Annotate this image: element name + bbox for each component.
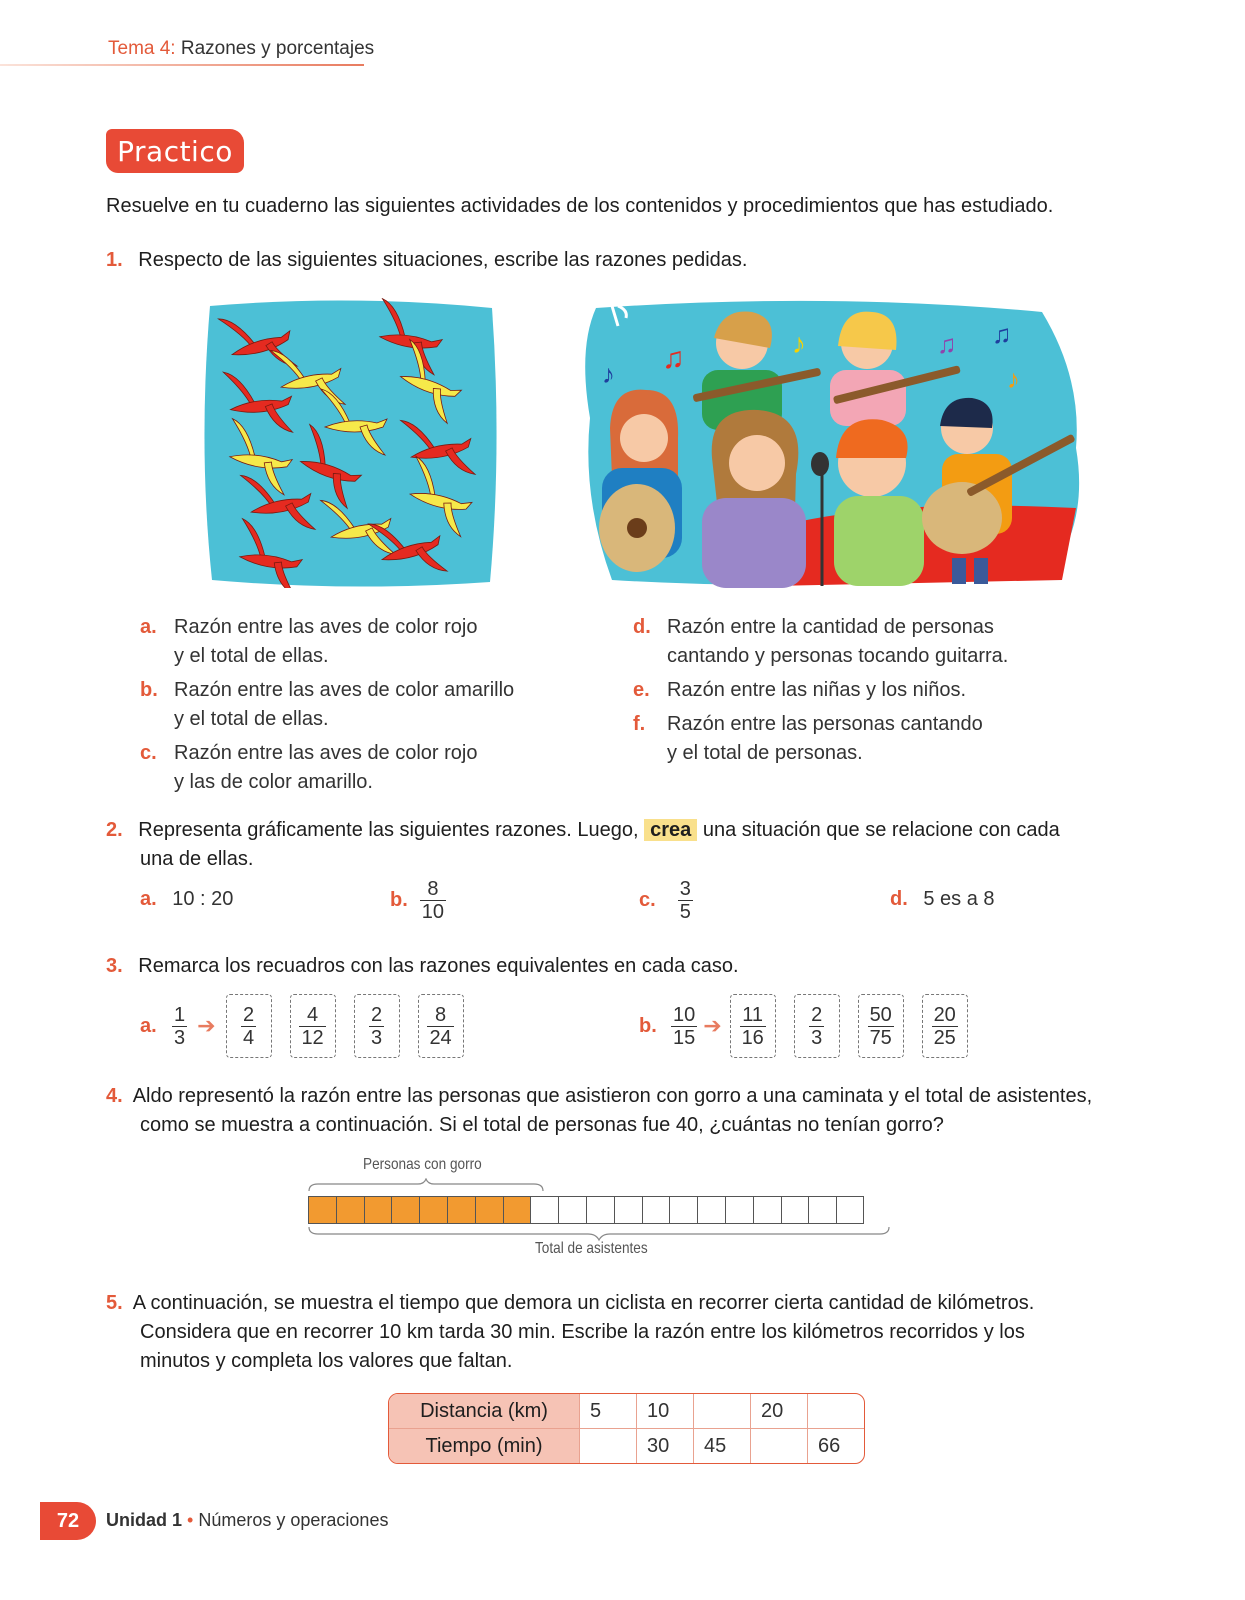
fraction xyxy=(420,878,446,923)
q1-item-e xyxy=(633,676,1073,705)
denominator: 75 xyxy=(869,1026,892,1049)
item-letter: b. xyxy=(140,679,158,701)
intro-text: Resuelve en tu cuaderno las siguientes actividades de los contenidos y procedimientos que has estudiado. xyxy=(106,195,1054,217)
item-letter: a. xyxy=(140,888,157,910)
table-cell: 5 xyxy=(580,1394,637,1429)
bar-cell xyxy=(391,1196,419,1224)
item-line1: Razón entre las aves de color rojo xyxy=(174,742,478,764)
bar-cell xyxy=(530,1196,558,1224)
question-number: 1. xyxy=(106,249,123,271)
numerator: 3 xyxy=(679,878,691,900)
question-number: 2. xyxy=(106,819,123,841)
bar-cell xyxy=(725,1196,753,1224)
denominator: 3 xyxy=(811,1026,823,1049)
bar-cell xyxy=(614,1196,642,1224)
bar-cell xyxy=(586,1196,614,1224)
row-header: Tiempo (min) xyxy=(389,1429,580,1463)
given-fraction xyxy=(172,1004,187,1049)
question-text-line3: minutos y completa los valores que faltan. xyxy=(140,1350,513,1372)
denominator: 25 xyxy=(933,1026,956,1049)
bar-top-label: Personas con gorro xyxy=(363,1156,482,1173)
question-1 xyxy=(106,246,748,275)
numerator: 10 xyxy=(673,1003,696,1026)
item-letter: d. xyxy=(890,888,908,910)
separator-dot: • xyxy=(187,1510,194,1530)
q3-item-b xyxy=(639,994,968,1058)
numerator: 20 xyxy=(933,1003,956,1026)
numerator: 50 xyxy=(869,1003,892,1026)
section-badge: Practico xyxy=(106,129,244,173)
numerator: 1 xyxy=(174,1003,186,1026)
table-cell[interactable] xyxy=(694,1394,751,1429)
denominator: 10 xyxy=(421,901,445,923)
table-row xyxy=(389,1429,864,1463)
ratio-bar xyxy=(308,1196,864,1224)
unit-section: Números y operaciones xyxy=(198,1510,389,1530)
bar-cell xyxy=(336,1196,364,1224)
q1-item-c xyxy=(140,739,560,797)
question-text: Remarca los recuadros con las razones equivalentes en cada caso. xyxy=(138,955,739,977)
q1-item-d xyxy=(633,613,1073,671)
bar-cell xyxy=(808,1196,836,1224)
numerator: 4 xyxy=(307,1003,319,1026)
item-line1: Razón entre las aves de color amarillo xyxy=(174,679,515,701)
svg-text:♫: ♫ xyxy=(992,319,1012,349)
header-underline xyxy=(0,64,364,66)
arrow-icon: ➔ xyxy=(703,1013,722,1038)
distance-time-table xyxy=(388,1393,865,1464)
page-number: 72 xyxy=(40,1502,96,1540)
footer-unit xyxy=(106,1510,388,1531)
question-number: 3. xyxy=(106,955,123,977)
numerator: 2 xyxy=(371,1003,383,1026)
bar-cell xyxy=(364,1196,392,1224)
denominator: 3 xyxy=(371,1026,383,1049)
unit-label: Unidad 1 xyxy=(106,1510,183,1530)
option-box[interactable] xyxy=(858,994,904,1058)
highlighted-verb: crea xyxy=(644,819,697,841)
svg-text:♪: ♪ xyxy=(602,359,615,389)
row-header: Distancia (km) xyxy=(389,1394,580,1429)
question-number: 5. xyxy=(106,1292,123,1314)
question-3 xyxy=(106,952,739,981)
svg-text:♪: ♪ xyxy=(792,328,806,359)
bar-cell xyxy=(753,1196,781,1224)
item-line2: y las de color amarillo. xyxy=(174,771,373,793)
numerator: 8 xyxy=(427,878,439,900)
table-cell: 20 xyxy=(751,1394,808,1429)
option-box[interactable] xyxy=(418,994,464,1058)
q2-item-a xyxy=(140,885,233,914)
svg-text:♫: ♫ xyxy=(937,329,957,359)
item-line2: y el total de ellas. xyxy=(174,708,329,730)
question-text-cont: una situación que se relacione con cada xyxy=(702,819,1060,841)
question-number: 4. xyxy=(106,1085,123,1107)
question-2 xyxy=(106,816,1106,874)
ratio-value: 5 es a 8 xyxy=(923,888,995,910)
option-box[interactable] xyxy=(922,994,968,1058)
svg-text:♪: ♪ xyxy=(1007,364,1020,394)
item-letter: f. xyxy=(633,713,646,735)
bar-cell xyxy=(475,1196,503,1224)
bar-cell xyxy=(447,1196,475,1224)
ratio-value: 10 : 20 xyxy=(172,888,234,910)
bar-cell xyxy=(419,1196,447,1224)
q1-item-f xyxy=(633,710,1073,768)
option-box[interactable] xyxy=(794,994,840,1058)
table-row xyxy=(389,1394,864,1429)
bar-cell xyxy=(836,1196,864,1224)
item-line2: cantando y personas tocando guitarra. xyxy=(667,645,1009,667)
item-letter: a. xyxy=(140,616,157,638)
fraction xyxy=(678,878,693,923)
table-cell: 10 xyxy=(637,1394,694,1429)
table-cell: 66 xyxy=(818,1434,841,1457)
q2-item-c xyxy=(639,878,693,923)
denominator: 24 xyxy=(429,1026,452,1049)
option-box[interactable] xyxy=(290,994,336,1058)
denominator: 12 xyxy=(301,1026,324,1049)
denominator: 16 xyxy=(741,1026,764,1049)
bar-cell xyxy=(781,1196,809,1224)
q2-item-d xyxy=(890,885,995,914)
item-letter: c. xyxy=(140,742,157,764)
birds-illustration xyxy=(200,298,500,588)
question-text: Representa gráficamente las siguientes razones. Luego, xyxy=(138,819,639,841)
option-box[interactable] xyxy=(354,994,400,1058)
question-4 xyxy=(106,1082,1116,1140)
svg-text:♫: ♫ xyxy=(662,342,685,375)
arrow-icon: ➔ xyxy=(197,1013,216,1038)
question-5 xyxy=(106,1289,1116,1376)
item-letter: c. xyxy=(639,889,656,911)
table-cell: 30 xyxy=(637,1429,694,1463)
item-line1: Razón entre la cantidad de personas xyxy=(667,616,994,638)
item-line1: Razón entre las personas cantando xyxy=(667,713,983,735)
table-cell[interactable] xyxy=(808,1394,864,1429)
denominator: 15 xyxy=(673,1026,696,1049)
numerator: 8 xyxy=(435,1003,447,1026)
question-text: Aldo representó la razón entre las personas que asistieron con gorro a una caminata y el total de asistentes, xyxy=(132,1085,1093,1107)
denominator: 5 xyxy=(679,901,691,923)
bar-cell xyxy=(669,1196,697,1224)
denominator: 4 xyxy=(243,1026,255,1049)
q2-item-b xyxy=(390,878,446,923)
question-text: A continuación, se muestra el tiempo que demora un ciclista en recorrer cierta cantidad de kilómetros. xyxy=(132,1292,1035,1314)
item-line1: Razón entre las aves de color rojo xyxy=(174,616,478,638)
bar-bottom-label: Total de asistentes xyxy=(535,1240,648,1257)
item-letter: d. xyxy=(633,616,651,638)
top-brace xyxy=(308,1178,544,1192)
topic-title: Razones y porcentajes xyxy=(180,38,375,59)
numerator: 2 xyxy=(243,1003,255,1026)
item-letter: b. xyxy=(639,1014,657,1037)
bar-cell xyxy=(697,1196,725,1224)
question-text: Respecto de las siguientes situaciones, escribe las razones pedidas. xyxy=(138,249,748,271)
musicians-illustration xyxy=(582,298,1090,588)
bar-cell xyxy=(558,1196,586,1224)
item-line2: y el total de ellas. xyxy=(174,645,329,667)
option-box[interactable] xyxy=(730,994,776,1058)
item-line2: y el total de personas. xyxy=(667,742,863,764)
bar-cell xyxy=(642,1196,670,1224)
given-fraction xyxy=(671,1004,697,1049)
numerator: 11 xyxy=(742,1003,764,1026)
topic-number: Tema 4: xyxy=(108,38,176,59)
table-cell[interactable] xyxy=(751,1429,808,1463)
item-letter: e. xyxy=(633,679,650,701)
question-text-line2: Considera que en recorrer 10 km tarda 30 min. Escribe la razón entre los kilómetros recorridos y los xyxy=(140,1321,1025,1343)
numerator: 2 xyxy=(811,1003,823,1026)
item-line1: Razón entre las niñas y los niños. xyxy=(667,679,967,701)
item-letter: b. xyxy=(390,889,408,911)
q1-item-a xyxy=(140,613,560,671)
table-cell: 45 xyxy=(694,1429,751,1463)
item-letter: a. xyxy=(140,1014,157,1037)
bar-cell xyxy=(308,1196,336,1224)
q1-item-b xyxy=(140,676,560,734)
question-text-line2: como se muestra a continuación. Si el total de personas fue 40, ¿cuántas no tenían gorro? xyxy=(140,1114,944,1136)
denominator: 3 xyxy=(174,1026,186,1049)
topic-header xyxy=(108,38,374,60)
q3-item-a xyxy=(140,994,464,1058)
table-cell[interactable] xyxy=(580,1429,637,1463)
question-text-line2: una de ellas. xyxy=(140,848,254,870)
bar-cell xyxy=(503,1196,531,1224)
option-box[interactable] xyxy=(226,994,272,1058)
